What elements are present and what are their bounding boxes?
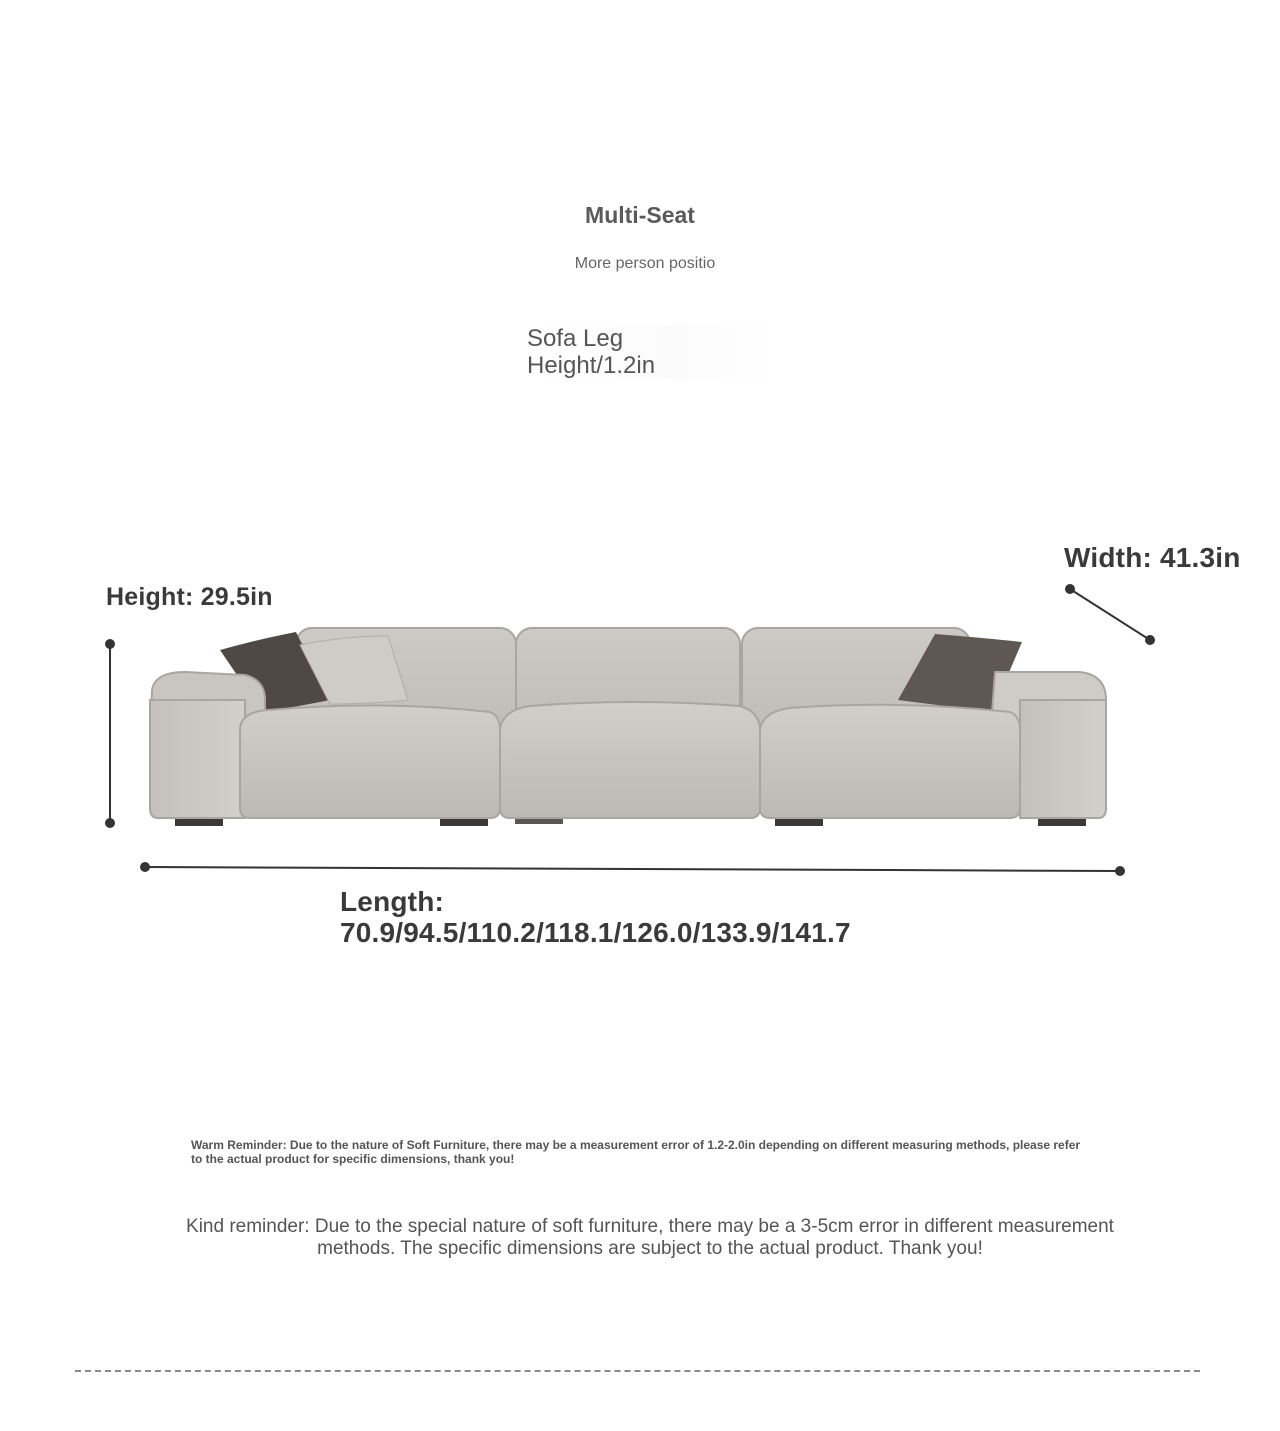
height-label: Height: 29.5in	[106, 583, 273, 611]
left-arm	[150, 700, 245, 818]
length-label	[340, 886, 851, 948]
kind-reminder-text	[150, 1216, 1150, 1260]
length-label-line1: Length:	[340, 886, 445, 917]
warm-reminder-text: Warm Reminder: Due to the nature of Soft Furniture, there may be a measurement error of 1.2-2.0in depending on different measuring methods, please refer to the actual product for specific dimensions, thank you!	[191, 1138, 1081, 1166]
sofa-leg-label-line1: Sofa Leg	[527, 325, 624, 352]
seat-cushions	[240, 702, 1020, 818]
height-dimension-line	[105, 639, 115, 828]
kind-reminder-line1: Kind reminder: Due to the special nature of soft furniture, there may be a 3-5cm error in different measurement	[186, 1216, 1114, 1237]
kind-reminder-line2: methods. The specific dimensions are subject to the actual product. Thank you!	[317, 1238, 983, 1259]
length-dimension-line	[140, 862, 1125, 876]
product-title: Multi-Seat	[585, 202, 695, 228]
right-arm	[1020, 700, 1106, 818]
dashed-divider	[75, 1370, 1200, 1372]
width-dimension-line	[1065, 584, 1155, 645]
sofa-leg-label-line2: Height/1.2in	[527, 352, 656, 379]
product-subtitle: More person positio	[574, 255, 716, 272]
width-label: Width: 41.3in	[1064, 542, 1241, 573]
length-label-line2: 70.9/94.5/110.2/118.1/126.0/133.9/141.7	[340, 917, 851, 948]
